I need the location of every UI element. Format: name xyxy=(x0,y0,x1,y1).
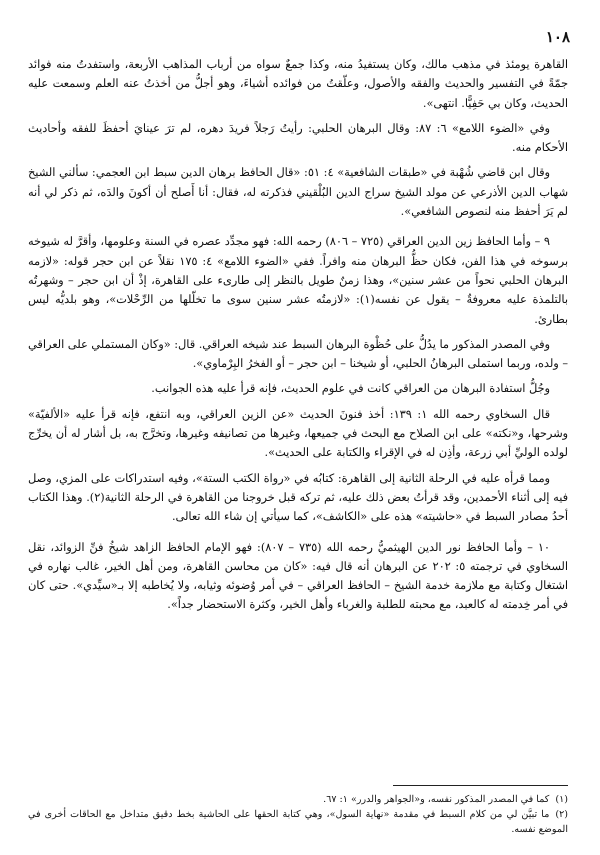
paragraph: وفي «الضوء اللامع» ٦: ٨٧: وقال البرهان الحلبي: رأيتُ رَجلاً فريدَ دهره، لم ترَ عينايَ أحفظَ للفقه وأحاديث الأحكام منه. xyxy=(28,121,568,155)
footnote-text: كما في المصدر المذكور نفسه، و«الجواهر والدرر» ١: ٦٧. xyxy=(323,794,550,805)
footnote-text: ما تبيَّن لي من كلام السبط في مقدمة «نهاية السول»، وهي كتابة الحقها على الحاشية بخط دقيق متداخل مع الحاقات أخرى في الموضع نفسه. xyxy=(28,809,568,835)
paragraph: وفي المصدر المذكور ما يدُلُّ على حُظْوة البرهان السبط عند شيخه العراقي. قال: «وكان المستملي على العراقي – ولده، وربما استملى البرهانُ الحلبي، أو شيخنا – ابن حجر – أو الفخرُ البِرْماوي». xyxy=(28,337,568,371)
page-number: ١٠٨ xyxy=(545,28,570,46)
paragraph: ١٠ – وأما الحافظ نور الدين الهيثميُّ رحمه الله (٧٣٥ – ٨٠٧): فهو الإمام الحافظ الزاهد شيخُ فنِّ الزوائد، نقل السخاوي في ترجمته ٥: ٢٠٢ عن البرهان أنه قال فيه: «كان من محاسن القاهرة، ومن أهل الخير، غالب نهاره في اشتغال وكتابة مع ملازمة خدمة الشيخ – الحافظ العراقي – في أمر وُضوئه وثيابه، ولا يُخاطبه إلا بـ«سيِّدي». حتى كان في أمر خِدمته له كالعبد، مع محبته للطلبة والغرباء وأهل الخير، وكثرة الاستحضار جداً». xyxy=(28,540,568,612)
paragraph: القاهرة يومئذ في مذهب مالك، وكان يستفيدُ منه، وكذا جمعٌ سواه من أرباب المذاهب الأربعة، واستفدتُ منه فوائد جمّةً في التفسير والحديث والفقه والأصول، وعلّقتُ من فوائده أشياءَ، وهو أجلُّ من أخذتُ عنه العلم وسمعت عليه الحديث، وكان بي حَفِيًّا. انتهى». xyxy=(28,58,568,110)
footnote-marker: (١) xyxy=(555,794,568,805)
paragraph: ٩ – وأما الحافظ زين الدين العراقي (٧٢٥ – ٨٠٦) رحمه الله: فهو مجدِّد عصره في السنة وعلومها، وأقرَّ له شيوخه برسوخه في هذا الفن، فكان حظُّ البرهان منه وافراً. ففي «الضوء اللامع» ٤: ١٧٥ نقلاً عن ابن حجر قوله: «لازمه البرهان الحلبي نحواً من عشر سنين»، وهذا زمنٌ طويل بالنظر إلى طارىء على القاهرة، إذْ أن ابن حجر – وشهرتُه بالتلمذة عليه معروفةٌ – يقول عن نفسه(١): «لازمتُه عشر سنين سوى ما تخلّلها من الرِّحْلات»، وهو بلديُّه ليس بطارئ. xyxy=(28,235,568,326)
paragraph: وجُلُّ استفادة البرهان من العراقي كانت في علوم الحديث، فإنه قرأ عليه هذه الجوانب. xyxy=(151,382,550,396)
footnotes xyxy=(28,792,568,837)
footnote-marker: (٢) xyxy=(555,809,568,820)
paragraph: قال السخاوي رحمه الله ١: ١٣٩: أخذ فنونَ الحديث «عن الزين العراقي، وبه انتفع، فإنه قرأ عليه «الألفيّة» وشرحها، و«نكته» على ابن الصلاح مع البحث في جميعها، وغيرها من تصانيفه وغيرها، وتخرَّج به، بل أشار له أن يخرِّج لولده الوليِّ أبي زرعة، وأذِن له في الإقراء والكتابة على الحديث». xyxy=(28,407,568,460)
paragraph: ومما قرأه عليه في الرحلة الثانية إلى القاهرة: كتابُه في «رواة الكتب الستة»، وفيه استدراكات على المزي، وصل فيه إلى أثناء الأحمدين، وقد قرأتُ بعض ذلك عليه، ثم تركه قبل خروجنا من القاهرة في الرحلة الثانية(٢). وهذا الكتاب أحدُ مصادر السبط في «حاشيته» هذه على «الكاشف»، كما سيأتي إن شاء الله تعالى. xyxy=(28,471,569,524)
paragraph: وقال ابن قاضي شُهْبة في «طبقات الشافعية» ٤: ٥١: «قال الحافظ برهان الدين سبط ابن العجمي: سألني الشيخ شهاب الدين الأذرعي عن مولد الشيخ سراج الدين البُلْقيني فذكرته له، فقال: أنا أَصلح أن أكونَ والدَه، ثم ذكر لي أنه لم يَرَ أحفظ منه لنصوص الشافعي». xyxy=(28,166,568,219)
footnote-divider xyxy=(393,785,568,786)
main-text xyxy=(28,55,568,615)
footnote xyxy=(28,792,568,807)
footnote xyxy=(28,807,568,837)
